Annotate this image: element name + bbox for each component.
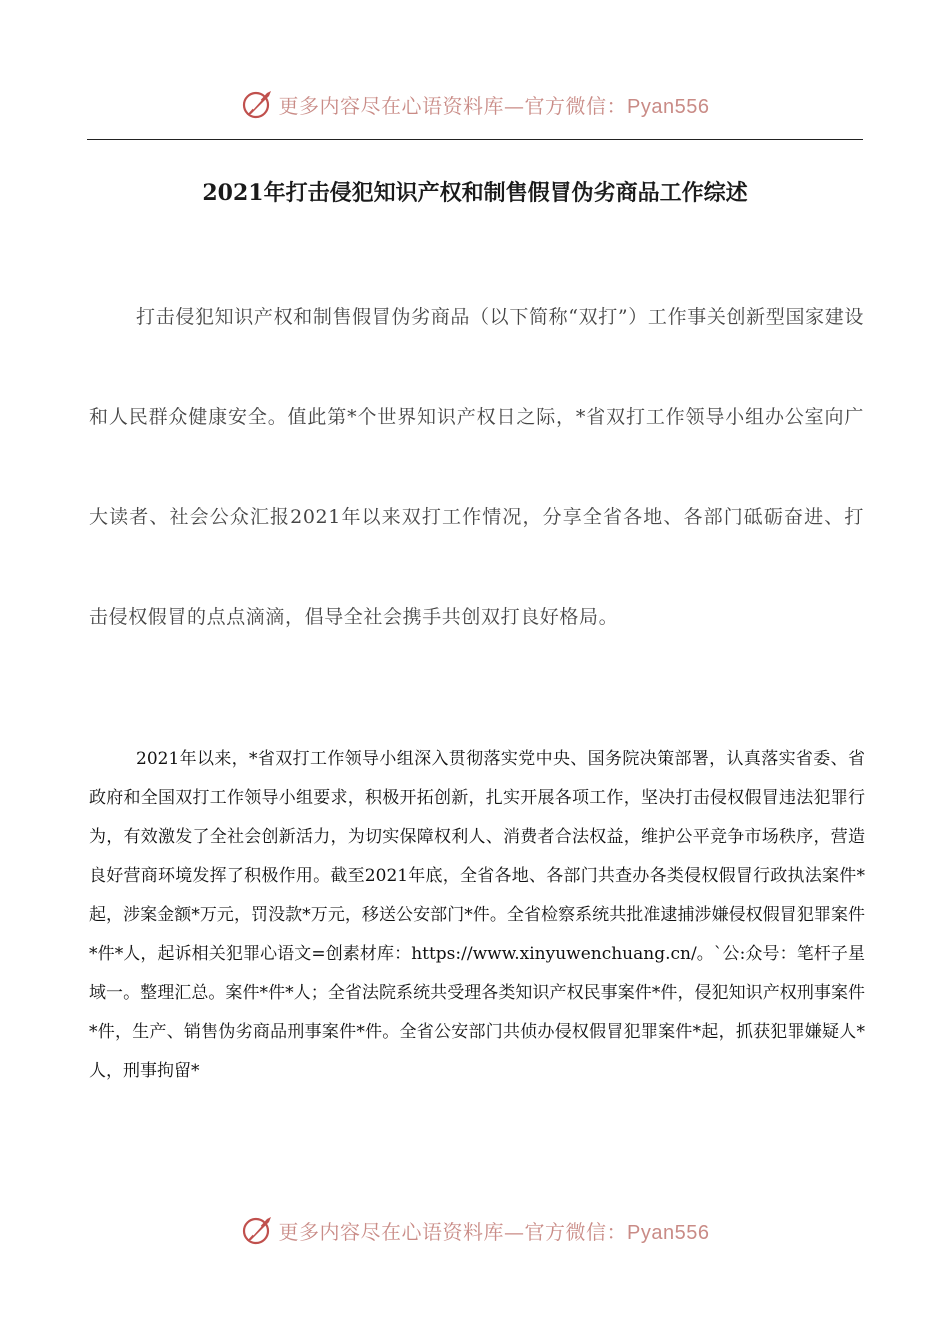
header-banner	[0, 82, 950, 126]
footer-banner-text: 更多内容尽在心语资料库—官方微信：Pyan556	[278, 1219, 710, 1244]
footer-wechat-id: Pyan556	[627, 1221, 710, 1244]
quill-logo-icon	[241, 1213, 275, 1247]
footer-banner	[0, 1208, 950, 1252]
body-paragraph	[89, 740, 865, 1091]
intro-paragraph-text: 打击侵犯知识产权和制售假冒伪劣商品（以下简称“双打”）工作事关创新型国家建设和人民群众健康安全。值此第*个世界知识产权日之际，*省双打工作领导小组办公室向广大读者、社会公众汇报2021年以来双打工作情况，分享全省各地、各部门砥砺奋进、打击侵权假冒的点点滴滴，倡导全社会携手共创双打良好格局。	[89, 306, 864, 628]
quill-logo-icon	[241, 87, 275, 121]
intro-paragraph	[89, 267, 864, 667]
document-title: 2021年打击侵犯知识产权和制售假冒伪劣商品工作综述	[202, 180, 748, 206]
header-banner-text: 更多内容尽在心语资料库—官方微信：Pyan556	[278, 93, 710, 118]
header-divider	[87, 139, 863, 140]
header-wechat-id: Pyan556	[627, 95, 710, 118]
body-paragraph-text: 2021年以来，*省双打工作领导小组深入贯彻落实党中央、国务院决策部署，认真落实省委、省政府和全国双打工作领导小组要求，积极开拓创新，扎实开展各项工作，坚决打击侵权假冒违法犯罪行为，有效激发了全社会创新活力，为切实保障权利人、消费者合法权益，维护公平竞争市场秩序，营造良好营商环境发挥了积极作用。截至2021年底，全省各地、各部门共查办各类侵权假冒行政执法案件*起，涉案金额*万元，罚没款*万元，移送公安部门*件。全省检察系统共批准逮捕涉嫌侵权假冒犯罪案件*件*人，起诉相关犯罪心语文=创素材库：https://www.xinyuwenchuang.cn/。`公:众号：笔杆子星域一。整理汇总。案件*件*人；全省法院系统共受理各类知识产权民事案件*件，侵犯知识产权刑事案件*件，生产、销售伪劣商品刑事案件*件。全省公安部门共侦办侵权假冒犯罪案件*起，抓获犯罪嫌疑人*人，刑事拘留*	[89, 749, 865, 1081]
